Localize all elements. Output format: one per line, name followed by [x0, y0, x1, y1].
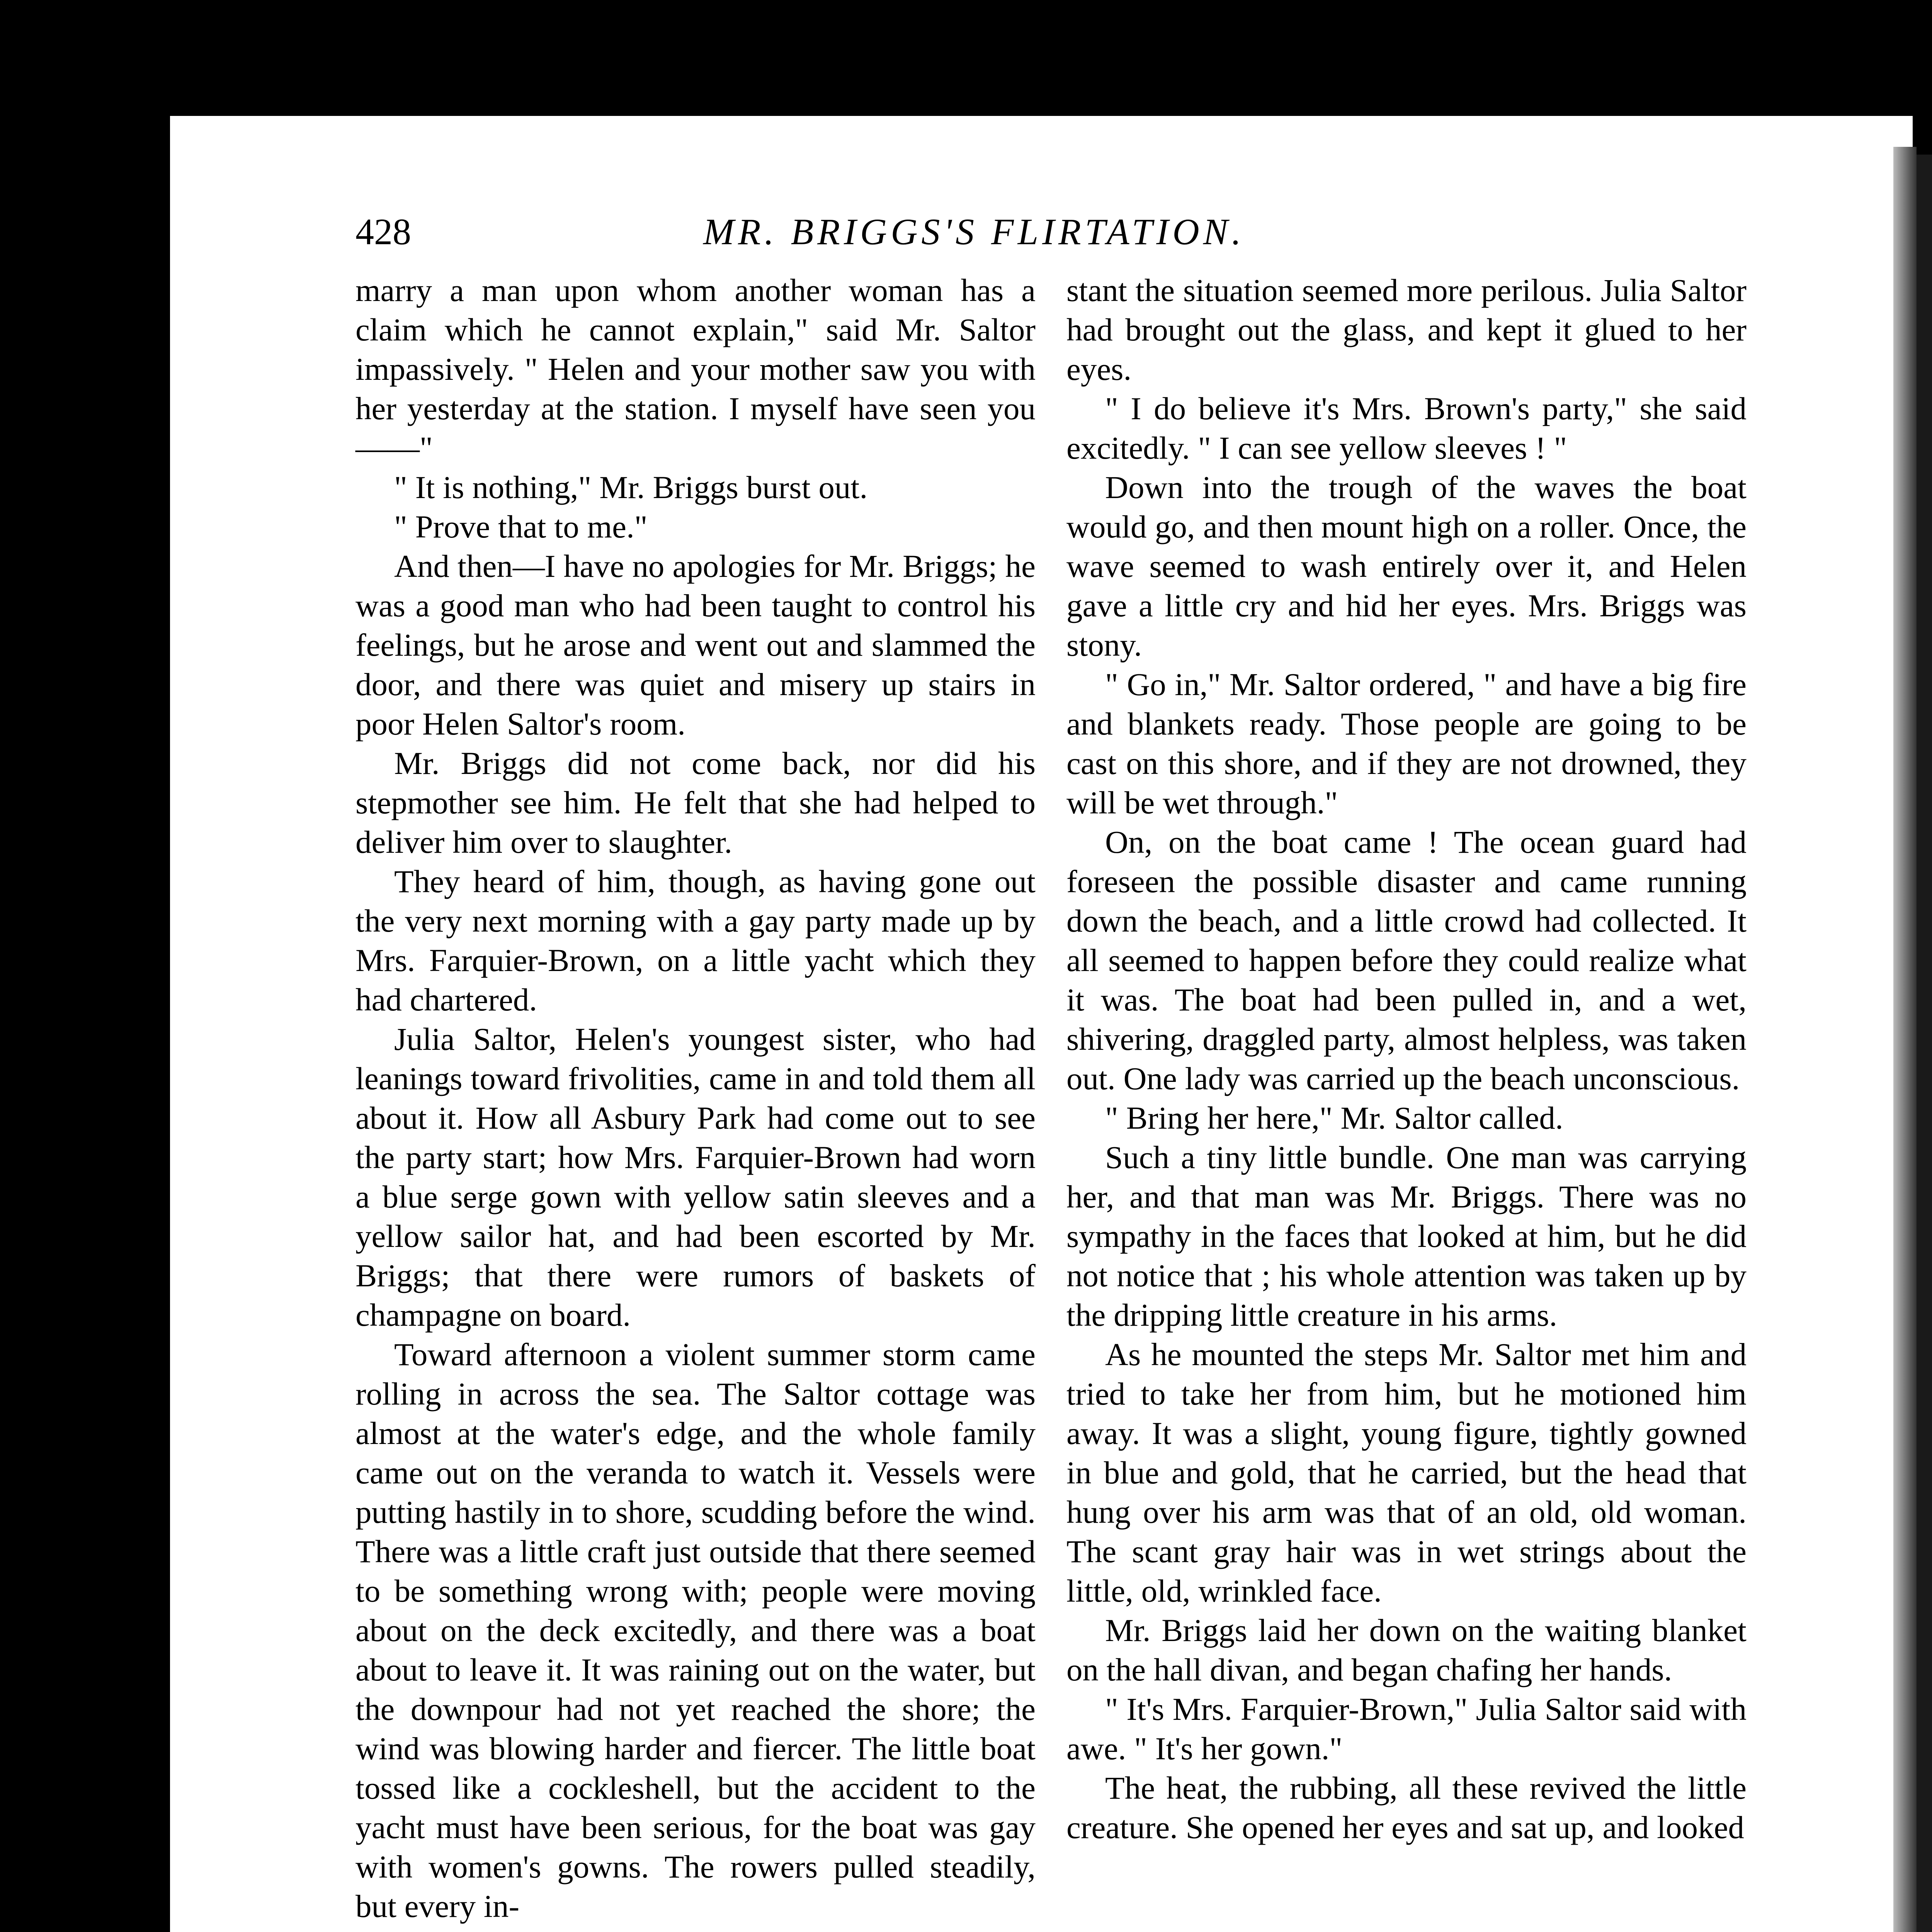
paragraph: Toward afternoon a violent summer storm came rolling in across the sea. The Saltor cottage was almost at the water's edge, and the whole family came out on the veranda to watch it. Vessels were putting hastily in to shore, scudding before the wind. There was a little craft just outside that there seemed to be something wrong with; people were moving about on the deck excitedly, and there was a boat about to leave it. It was raining out on the water, but the downpour had not yet reached the shore; the wind was blowing harder and fiercer. The little boat tossed like a cockleshell, but the accident to the yacht must have been serious, for the boat was gay with women's gowns. The rowers pulled steadily, but every in- [355, 1337, 1036, 1924]
paragraph: " Prove that to me." [394, 509, 648, 544]
text-column-left [355, 270, 1036, 1926]
paragraph: Such a tiny little bundle. One man was carrying her, and that man was Mr. Briggs. There was no sympathy in the faces that looked at him, but he did not notice that ; his whole attention was taken up by the dripping little creature in his arms. [1066, 1139, 1747, 1333]
paragraph: Mr. Briggs laid her down on the waiting blanket on the hall divan, and began chafing her hands. [1066, 1612, 1747, 1687]
paragraph: The heat, the rubbing, all these revived the little creature. She opened her eyes and sat up, and looked [1066, 1770, 1747, 1845]
paragraph: marry a man upon whom another woman has a claim which he cannot explain," said Mr. Saltor impassively. " Helen and your mother saw you with her yesterday at the station. I myself have seen you——" [355, 272, 1036, 466]
paragraph: " Go in," Mr. Saltor ordered, " and have a big fire and blankets ready. Those people are going to be cast on this shore, and if they are not drowned, they will be wet through." [1066, 667, 1747, 820]
running-title: MR. BRIGGS'S FLIRTATION. [703, 211, 1245, 252]
text-column-right [1066, 270, 1747, 1847]
running-header [355, 209, 1553, 255]
binding-shadow [1893, 147, 1917, 1932]
page-number: 428 [355, 211, 411, 252]
paragraph: " I do believe it's Mrs. Brown's party," she said excitedly. " I can see yellow sleeves ! " [1066, 391, 1747, 466]
paragraph: " It's Mrs. Farquier-Brown," Julia Saltor said with awe. " It's her gown." [1066, 1691, 1747, 1766]
book-spine [1917, 155, 1932, 1932]
paragraph: On, on the boat came ! The ocean guard had foreseen the possible disaster and came running down the beach, and a little crowd had collected. It all seemed to happen before they could realize what it was. The boat had been pulled in, and a wet, shivering, draggled party, almost helpless, was taken out. One lady was carried up the beach unconscious. [1066, 824, 1747, 1096]
paragraph: Mr. Briggs did not come back, nor did his stepmother see him. He felt that she had helped to deliver him over to slaughter. [355, 745, 1036, 860]
paragraph: As he mounted the steps Mr. Saltor met him and tried to take her from him, but he motioned him away. It was a slight, young figure, tightly gowned in blue and gold, that he carried, but the head that hung over his arm was that of an old, old woman. The scant gray hair was in wet strings about the little, old, wrinkled face. [1066, 1337, 1747, 1609]
paragraph: stant the situation seemed more perilous. Julia Saltor had brought out the glass, and kept it glued to her eyes. [1066, 272, 1747, 387]
paragraph: Julia Saltor, Helen's youngest sister, who had leanings toward frivolities, came in and told them all about it. How all Asbury Park had come out to see the party start; how Mrs. Farquier-Brown had worn a blue serge gown with yellow satin sleeves and a yellow sailor hat, and had been escorted by Mr. Briggs; that there were rumors of baskets of champagne on board. [355, 1021, 1036, 1333]
paragraph: They heard of him, though, as having gone out the very next morning with a gay party made up by Mrs. Farquier-Brown, on a little yacht which they had chartered. [355, 864, 1036, 1017]
paragraph: Down into the trough of the waves the boat would go, and then mount high on a roller. Once, the wave seemed to wash entirely over it, and Helen gave a little cry and hid her eyes. Mrs. Briggs was stony. [1066, 469, 1747, 663]
paragraph: " It is nothing," Mr. Briggs burst out. [394, 469, 868, 505]
paragraph: " Bring her here," Mr. Saltor called. [1105, 1100, 1563, 1136]
paragraph: And then—I have no apologies for Mr. Briggs; he was a good man who had been taught to control his feelings, but he arose and went out and slammed the door, and there was quiet and misery up stairs in poor Helen Saltor's room. [355, 548, 1036, 742]
